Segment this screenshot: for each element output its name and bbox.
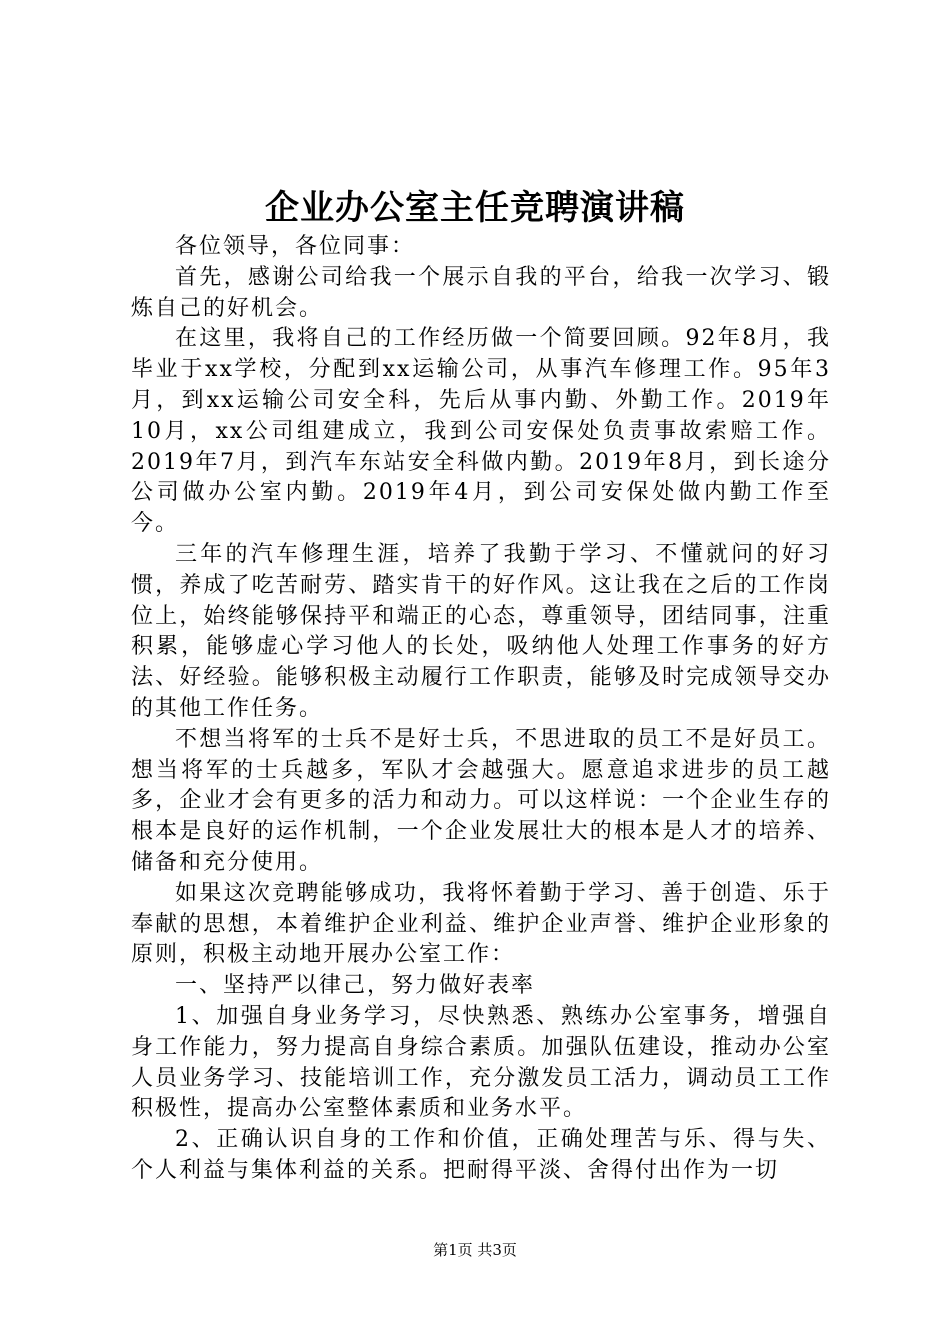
plan-intro-paragraph: 如果这次竞聘能够成功，我将怀着勤于学习、善于创造、乐于奉献的思想，本着维护企业利益、维护企业声誉、维护企业形象的原则，积极主动地开展办公室工作： [131, 880, 831, 968]
document-body [131, 232, 831, 1187]
page-footer: 第1页 共3页 [433, 1241, 517, 1259]
salutation-paragraph: 各位领导，各位同事： [175, 234, 416, 259]
document-title: 企业办公室主任竞聘演讲稿 [265, 188, 685, 228]
work-history-paragraph: 在这里，我将自己的工作经历做一个简要回顾。92年8月，我毕业于xx学校，分配到xx运输公司，从事汽车修理工作。95年3月，到xx运输公司安全科，先后从事内勤、外勤工作。2019年10月，xx公司组建成立，我到公司安保处负责事故索赔工作。2019年7月，到汽车东站安全科做内勤。2019年8月，到长途分公司做办公室内勤。2019年4月，到公司安保处做内勤工作至今。 [131, 326, 831, 537]
experience-paragraph: 三年的汽车修理生涯，培养了我勤于学习、不懂就问的好习惯，养成了吃苦耐劳、踏实肯干的好作风。这让我在之后的工作岗位上，始终能够保持平和端正的心态，尊重领导，团结同事，注重积累，能够虚心学习他人的长处，吸纳他人处理工作事务的好方法、好经验。能够积极主动履行工作职责，能够及时完成领导交办的其他工作任务。 [131, 541, 831, 721]
plan-item-1-paragraph: 1、加强自身业务学习，尽快熟悉、熟练办公室事务，增强自身工作能力，努力提高自身综合素质。加强队伍建设，推动办公室人员业务学习、技能培训工作，充分激发员工活力，调动员工工作积极性，提高办公室整体素质和业务水平。 [131, 1003, 831, 1122]
thanks-paragraph: 首先，感谢公司给我一个展示自我的平台，给我一次学习、锻炼自己的好机会。 [131, 264, 831, 321]
section-heading-1: 一、坚持严以律己，努力做好表率 [175, 973, 536, 999]
plan-item-2-paragraph: 2、正确认识自身的工作和价值，正确处理苦与乐、得与失、个人利益与集体利益的关系。把耐得平淡、舍得付出作为一切 [131, 1127, 831, 1183]
motivation-paragraph: 不想当将军的士兵不是好士兵，不思进取的员工不是好员工。想当将军的士兵越多，军队才会越强大。愿意追求进步的员工越多，企业才会有更多的活力和动力。可以这样说：一个企业生存的根本是良好的运作机制，一个企业发展壮大的根本是人才的培养、储备和充分使用。 [131, 726, 831, 875]
